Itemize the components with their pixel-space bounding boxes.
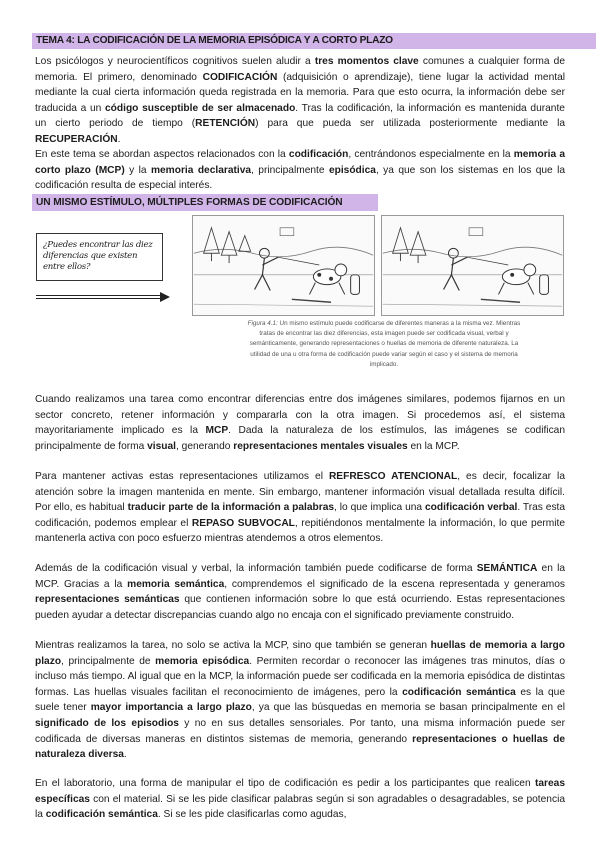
body-paragraph-4 (35, 469, 565, 547)
text-run: y no en sus detalles sensoriales. Por tanto, una misma información puede ser codificada de diversas maneras en distintos sistemas de memoria, generando (35, 717, 565, 745)
bold-term: codificación semántica (45, 809, 158, 821)
bold-term: MCP (205, 425, 229, 437)
body-paragraph-5 (35, 561, 565, 623)
arrow-right-icon (36, 292, 170, 302)
question-box: ¿Puedes encontrar las diez diferencias que existen entre ellos? (36, 233, 163, 281)
text-run: . Si se les pide clasificarlas como agudas, (157, 809, 347, 821)
text-run: , generando (176, 440, 234, 452)
bold-term: traducir parte de la información a palabras (127, 502, 335, 514)
caption-text: Un mismo estímulo puede codificarse de diferentes maneras a la misma vez. Mientras tratas de encontrar las diez diferencias, esta imagen puede ser codificada visual, verbal y semánticamente, generando representaciones o huellas de memoria de diferente naturaleza. La utilidad de una u otra forma de codificación puede variar según el caso y el sistema de memoria implicado. (249, 320, 521, 368)
difference-image-right (381, 215, 564, 316)
bold-term: tres momentos clave (314, 56, 419, 67)
text-run: . (123, 749, 127, 761)
bold-term: REPASO SUBVOCAL (191, 517, 295, 529)
text-run: Los psicólogos y neurocientíficos cognitivos suelen aludir a (35, 56, 315, 67)
text-run: , repitiéndonos mentalmente la información, lo que permite mantenerla activa con poco esfuerzo mientras atendemos a otros elementos. (35, 517, 565, 545)
text-run: . Permiten recordar o reconocer las imágenes tras minutos, días o incluso más tiempo. Al igual que en la MCP, la información puede ser codificada en la memoria episódica de distintas formas. Las huellas visuales facilitan el reconocimiento de imágenes, pero la (35, 655, 565, 698)
text-run: en la MCP. Gracias a la (35, 563, 566, 590)
body-paragraph-3 (35, 392, 565, 454)
text-run: En el laboratorio, una forma de manipular el tipo de codificación es pedir a los participantes que realicen (35, 778, 535, 789)
text-run: Para mantener activas estas representaciones utilizamos el (35, 471, 329, 482)
bold-term: memoria a corto plazo (MCP) (35, 149, 565, 176)
intro-paragraph-2 (35, 147, 565, 194)
bold-term: codificación (288, 149, 349, 160)
text-run: Además de la codificación visual y verbal, la información también puede codificarse de forma (35, 563, 477, 574)
topic-title: TEMA 4: LA CODIFICACIÓN DE LA MEMORIA EPISÓDICA Y A CORTO PLAZO (32, 33, 596, 49)
text-run: ) para que pueda ser utilizada posteriormente mediante la (255, 118, 566, 130)
text-run: , es decir, focalizar la atención sobre la imagen mantenida en mente. Sin embargo, mantener información visual detallada resulta difícil. Por ello, es habitual (35, 471, 565, 514)
text-run: , principalmente de (61, 655, 156, 667)
bold-term: SEMÁNTICA (476, 563, 538, 574)
text-run: , principalmente (251, 164, 329, 176)
bold-term: representaciones mentales visuales (233, 440, 408, 452)
bold-term: RETENCIÓN (195, 118, 256, 130)
bold-term: memoria episódica (155, 655, 250, 667)
section-title: UN MISMO ESTÍMULO, MÚLTIPLES FORMAS DE CODIFICACIÓN (32, 194, 378, 211)
body-paragraph-6 (35, 638, 565, 763)
bold-term: mayor importancia a largo plazo (90, 702, 252, 714)
bold-term: memoria declarativa (150, 164, 252, 176)
text-run: y la (124, 164, 151, 176)
text-run: es la que suele tener (35, 686, 565, 714)
text-run: . Dada la naturaleza de los estímulos, las imágenes se codifican principalmente de forma (35, 425, 566, 452)
text-run: . Tras esta codificación, podemos emplear el (35, 502, 566, 529)
body-paragraph-7 (35, 776, 565, 823)
bold-term: codificación verbal (424, 502, 518, 514)
bold-term: visual (147, 440, 177, 452)
text-run: en la MCP. (407, 440, 460, 452)
bold-term: codificación semántica (402, 686, 516, 698)
text-run: En este tema se abordan aspectos relacionados con la (35, 149, 289, 160)
text-run: , comprendemos el significado de la escena representada y generamos (224, 578, 565, 590)
bold-term: huellas de memoria a largo plazo (35, 640, 565, 667)
intro-paragraph-1 (35, 54, 565, 148)
text-run: Mientras realizamos la tarea, no solo se activa la MCP, sino que también se generan (35, 640, 431, 651)
text-run: que contienen información sobre lo que está ocurriendo. Estas representaciones pueden ayudar a detectar discrepancias cuando algo no encaja con el significado previamente construido. (35, 594, 565, 621)
difference-image-left (192, 215, 375, 316)
bold-term: memoria semántica (127, 578, 225, 590)
bold-term: REFRESCO ATENCIONAL (328, 471, 458, 482)
text-run: con el material. Si se les pide clasificar palabras según si son agradables o desagradables, se potencia la (35, 793, 565, 821)
text-run: . (117, 133, 121, 145)
text-run: comunes a cualquier forma de memoria. El primero, denominado (35, 56, 566, 83)
bold-term: representaciones semánticas (35, 594, 180, 606)
text-run: Cuando realizamos una tarea como encontrar diferencias entre dos imágenes similares, podemos fijarnos en un sector concreto, retener información y compararla con la otra imagen. Si procedemos así, el sistema mayoritariamente implicado es la (35, 394, 565, 437)
bold-term: tareas específicas (35, 778, 565, 805)
bold-term: RECUPERACIÓN (35, 133, 118, 145)
bold-term: representaciones o huellas de naturaleza diversa (35, 733, 566, 761)
bold-term: código susceptible de ser almacenado (105, 102, 296, 114)
caption-label: Figura 4.1: (247, 320, 278, 327)
bold-term: episódica (328, 164, 376, 176)
text-run: , ya que las búsquedas en memoria se basan principalmente en el (251, 702, 565, 714)
text-run: , ya que son los sistemas en los que la codificación resulta de especial interés. (35, 164, 566, 192)
figure-caption (240, 319, 528, 370)
text-run: (adquisición o aprendizaje), tiene lugar la actividad mental mediante la cual cierta información queda registrada en la memoria. Para que esto ocurra, la información debe ser traducida a un (35, 71, 566, 114)
text-run: , centrándonos especialmente en la (348, 149, 514, 160)
bold-term: CODIFICACIÓN (202, 71, 278, 83)
text-run: . Tras la codificación, la información es mantenida durante un cierto periodo de tiempo ( (35, 102, 565, 130)
text-run: , lo que implica una (334, 502, 425, 514)
bold-term: significado de los episodios (35, 717, 179, 729)
